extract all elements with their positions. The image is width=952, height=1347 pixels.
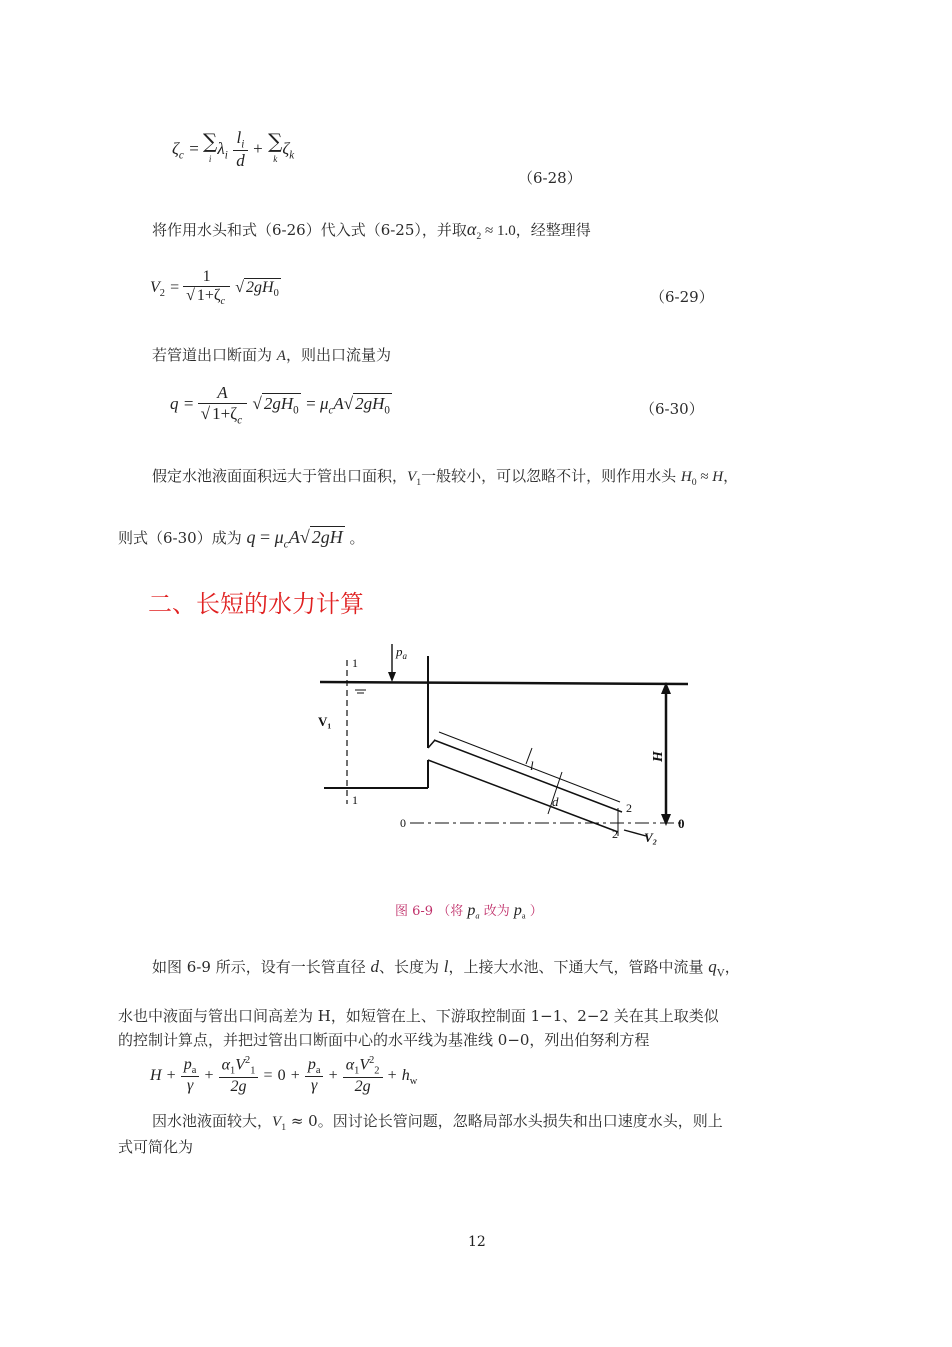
equation-6-28: $\zeta_c$ = ∑ $i\lambda_i$ $\frac{l_i}{d}$ + ∑ $k\zeta_k$	[172, 128, 295, 171]
label-l: l	[530, 758, 534, 773]
equation-6-29: $V_2$ = $\frac{1}{√ 1+\zeta_c}$ √ $2gH_0$	[150, 268, 279, 308]
section-heading: 二、长短的水力计算	[148, 590, 364, 618]
label-2-bottom: 2	[612, 827, 618, 841]
equation-6-30: q = $\frac{A}{√ 1+\zeta_c}$ √ $2gH_0 = \mu_cA√$ $2gH_0$	[170, 383, 390, 427]
label-v2: V₂	[644, 830, 658, 845]
label-pa: $p_a$	[396, 644, 407, 661]
paragraph-1: 将作用水头和式（6-26）代入式（6-25），并取$\alpha_2 \approx 1.0$，经整理得	[152, 219, 591, 242]
label-0-right: 0	[678, 816, 685, 831]
label-1-bottom: 1	[352, 793, 358, 807]
zeta-c: $\zeta_c$	[172, 139, 184, 162]
label-1-top: 1	[352, 656, 358, 670]
pipe-top-wall	[434, 740, 622, 812]
bernoulli-equation: H + $\frac{p_a}{\gamma}$ + $\frac{\alpha_1V^2_1}{2g}$ = 0 + $\frac{p_a}{\gamma}$ + $\frac{\alpha_1V^2_2}{2g}$ + $h_w$	[150, 1055, 418, 1095]
equation-number-6-30: （6-30）	[640, 400, 704, 418]
equation-number-6-29: （6-29）	[650, 288, 714, 306]
pipe-diagram	[300, 636, 700, 866]
paragraph-5-line-1: 如图 6-9 所示，设有一长管直径 d、长度为 l，上接大水池、下通大气，管路中流量 $q_V$，	[152, 957, 740, 980]
l-over-d: $\frac{l_i}{d}$	[233, 128, 248, 171]
paragraph-3: 假定水池液面面积远大于管出口面积，$V_1$一般较小，可以忽略不计，则作用水头 $H_0 \approx H$，	[152, 467, 739, 488]
label-H: H	[651, 751, 666, 762]
paragraph-6-line-2: 式可简化为	[118, 1138, 194, 1156]
label-d: d	[552, 794, 559, 809]
water-surface-line	[320, 682, 688, 684]
figure-caption: 图 6-9 （将 $p_a$ 改为 $p_a$ ）	[395, 902, 543, 921]
label-2-top: 2	[626, 801, 632, 815]
paragraph-6-line-1: 因水池液面较大，$V_1 \approx 0$。因讨论长管问题，忽略局部水头损失和出口速度水头，则上	[152, 1112, 723, 1133]
paragraph-4: 则式（6-30）成为 $q = \mu_cA√$ 2gH 。	[118, 527, 365, 551]
paragraph-5-line-3: 的控制计算点，并把过管出口断面中心的水平线为基准线 0−0，列出伯努利方程	[118, 1031, 650, 1049]
pipe-bottom-wall	[428, 760, 618, 832]
paragraph-2: 若管道出口断面为 A，则出口流量为	[152, 346, 391, 364]
label-0-left: 0	[400, 816, 406, 830]
page-number: 12	[468, 1234, 486, 1250]
equation-number-6-28: （6-28）	[518, 169, 582, 187]
v2-arrow	[624, 830, 646, 836]
paragraph-5-line-2: 水也中液面与管出口间高差为 H，如短管在上、下游取控制面 1−1、2−2 关在其上取类似	[118, 1007, 719, 1025]
figure-6-9	[300, 636, 700, 866]
label-v1: V₁	[318, 714, 332, 729]
